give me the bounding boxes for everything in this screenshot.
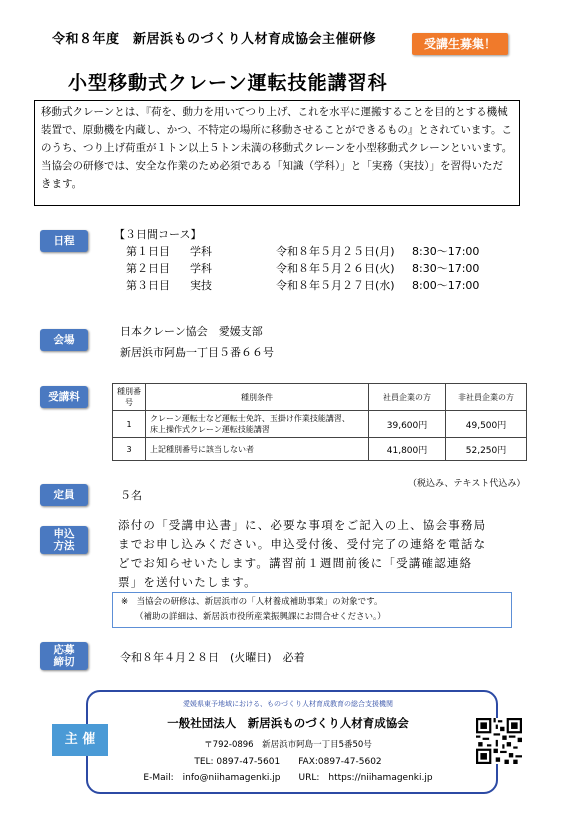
- apply-line: どでお知らせいたします。講習前１週間前後に「受講確認連絡: [118, 556, 473, 570]
- subsidy-note: [112, 592, 512, 628]
- schedule-block: [114, 226, 502, 294]
- page-title: 小型移動式クレーン運転技能講習科: [68, 72, 388, 94]
- apply-line: 添付の「受講申込書」に、必要な事項をご記入の上、協会事務局: [118, 518, 487, 532]
- subsidy-note-line: ※ 当協会の研修は、新居浜市の「人材養成補助事業」の対象です。: [121, 597, 383, 607]
- schedule-label: 日程: [40, 230, 88, 252]
- deadline-value: 令和８年４月２８日 (火曜日) 必着: [120, 651, 305, 664]
- organizer-contact: E-Mail: info@niihamagenki.jp URL: https://niihamagenki.jp: [143, 773, 433, 783]
- qr-code-icon: [476, 718, 522, 764]
- schedule-type: 学科: [190, 262, 212, 275]
- condition-line: クレーン運転士など運転士免許、玉掛け作業技能講習、: [150, 414, 350, 423]
- schedule-date: 令和８年５月２７日(水): [276, 279, 395, 292]
- apply-text: [118, 516, 486, 592]
- organizer-name: 一般社団法人 新居浜ものづくり人材育成協会: [167, 716, 409, 730]
- header-condition: 種別条件: [146, 384, 369, 411]
- apply-label-line: 申込: [53, 528, 75, 540]
- venue-address: 新居浜市阿島一丁目５番６６号: [120, 346, 274, 359]
- event-header: 令和８年度 新居浜ものづくり人材育成協会主催研修: [52, 32, 377, 47]
- intro-text: 移動式クレーンとは、『荷を、動力を用いてつり上げ、これを水平に運搬することを目的とする機械装置で、原動機を内蔵し、かつ、不特定の場所に移動させることができるもの』とされています。このうち、つり上げ荷重が１トン以上５トン未満の移動式クレーンを小型移動式クレーンといいます。当協会の研修では、安全な作業のため必須である「知識（学科）」と「実務（実技）」を習得いただきます。: [34, 100, 520, 206]
- table-row: [113, 438, 527, 461]
- apply-label-line: 方法: [53, 540, 75, 552]
- schedule-date: 令和８年５月２５日(月): [276, 245, 395, 258]
- row-condition: [146, 411, 369, 438]
- header-member: 社員企業の方: [369, 384, 446, 411]
- schedule-row: [114, 243, 502, 260]
- deadline-label-line: 締切: [53, 656, 75, 668]
- fee-note: （税込み、テキスト代込み）: [408, 479, 526, 489]
- apply-line: までお申し込みください。申込受付後、受付完了の連絡を電話な: [118, 537, 487, 551]
- organizer-tagline: 愛媛県東予地域における、ものづくり人材育成教育の総合支援機関: [183, 700, 393, 708]
- capacity-value: ５名: [120, 489, 142, 502]
- recruiting-badge: 受講生募集！: [412, 33, 508, 55]
- organizer-phone: TEL: 0897-47-5601 FAX:0897-47-5602: [194, 757, 382, 767]
- venue-label: 会場: [40, 329, 88, 351]
- table-header-row: [113, 384, 527, 411]
- deadline-label: [40, 642, 88, 670]
- schedule-day: 第１日目: [126, 245, 170, 258]
- row-no: 1: [113, 411, 146, 438]
- capacity-label: 定員: [40, 484, 88, 506]
- course-title: 【３日間コース】: [114, 228, 202, 241]
- header-nonmember: 非社員企業の方: [446, 384, 527, 411]
- schedule-row: [114, 277, 502, 294]
- venue-name: 日本クレーン協会 愛媛支部: [120, 325, 263, 338]
- table-row: [113, 411, 527, 438]
- schedule-time: 8:30～17:00: [412, 245, 480, 258]
- row-no: 3: [113, 438, 146, 461]
- apply-line: 票」を送付いたします。: [118, 575, 257, 589]
- row-nonmember-fee: 49,500円: [446, 411, 527, 438]
- row-member-fee: 39,600円: [369, 411, 446, 438]
- header-type-no: 種別番号: [113, 384, 146, 411]
- schedule-type: 実技: [190, 279, 212, 292]
- organizer-label: 主 催: [52, 724, 108, 756]
- row-member-fee: 41,800円: [369, 438, 446, 461]
- schedule-time: 8:30～17:00: [412, 262, 480, 275]
- organizer-address: 〒792-0896 新居浜市阿島一丁目5番50号: [204, 740, 372, 750]
- subsidy-note-line: （補助の詳細は、新居浜市役所産業振興課にお問合せください。）: [135, 612, 386, 622]
- schedule-time: 8:00～17:00: [412, 279, 480, 292]
- schedule-day: 第３日目: [126, 279, 170, 292]
- schedule-type: 学科: [190, 245, 212, 258]
- venue-block: [120, 323, 274, 361]
- row-condition: 上記種別番号に該当しない者: [146, 438, 369, 461]
- deadline-label-line: 応募: [53, 644, 75, 656]
- fee-label: 受講料: [40, 386, 88, 408]
- fee-table: [112, 383, 527, 461]
- schedule-row: [114, 260, 502, 277]
- row-nonmember-fee: 52,250円: [446, 438, 527, 461]
- condition-line: 床上操作式クレーン運転技能講習: [150, 425, 270, 434]
- schedule-date: 令和８年５月２６日(火): [276, 262, 395, 275]
- schedule-day: 第２日目: [126, 262, 170, 275]
- apply-label: [40, 526, 88, 554]
